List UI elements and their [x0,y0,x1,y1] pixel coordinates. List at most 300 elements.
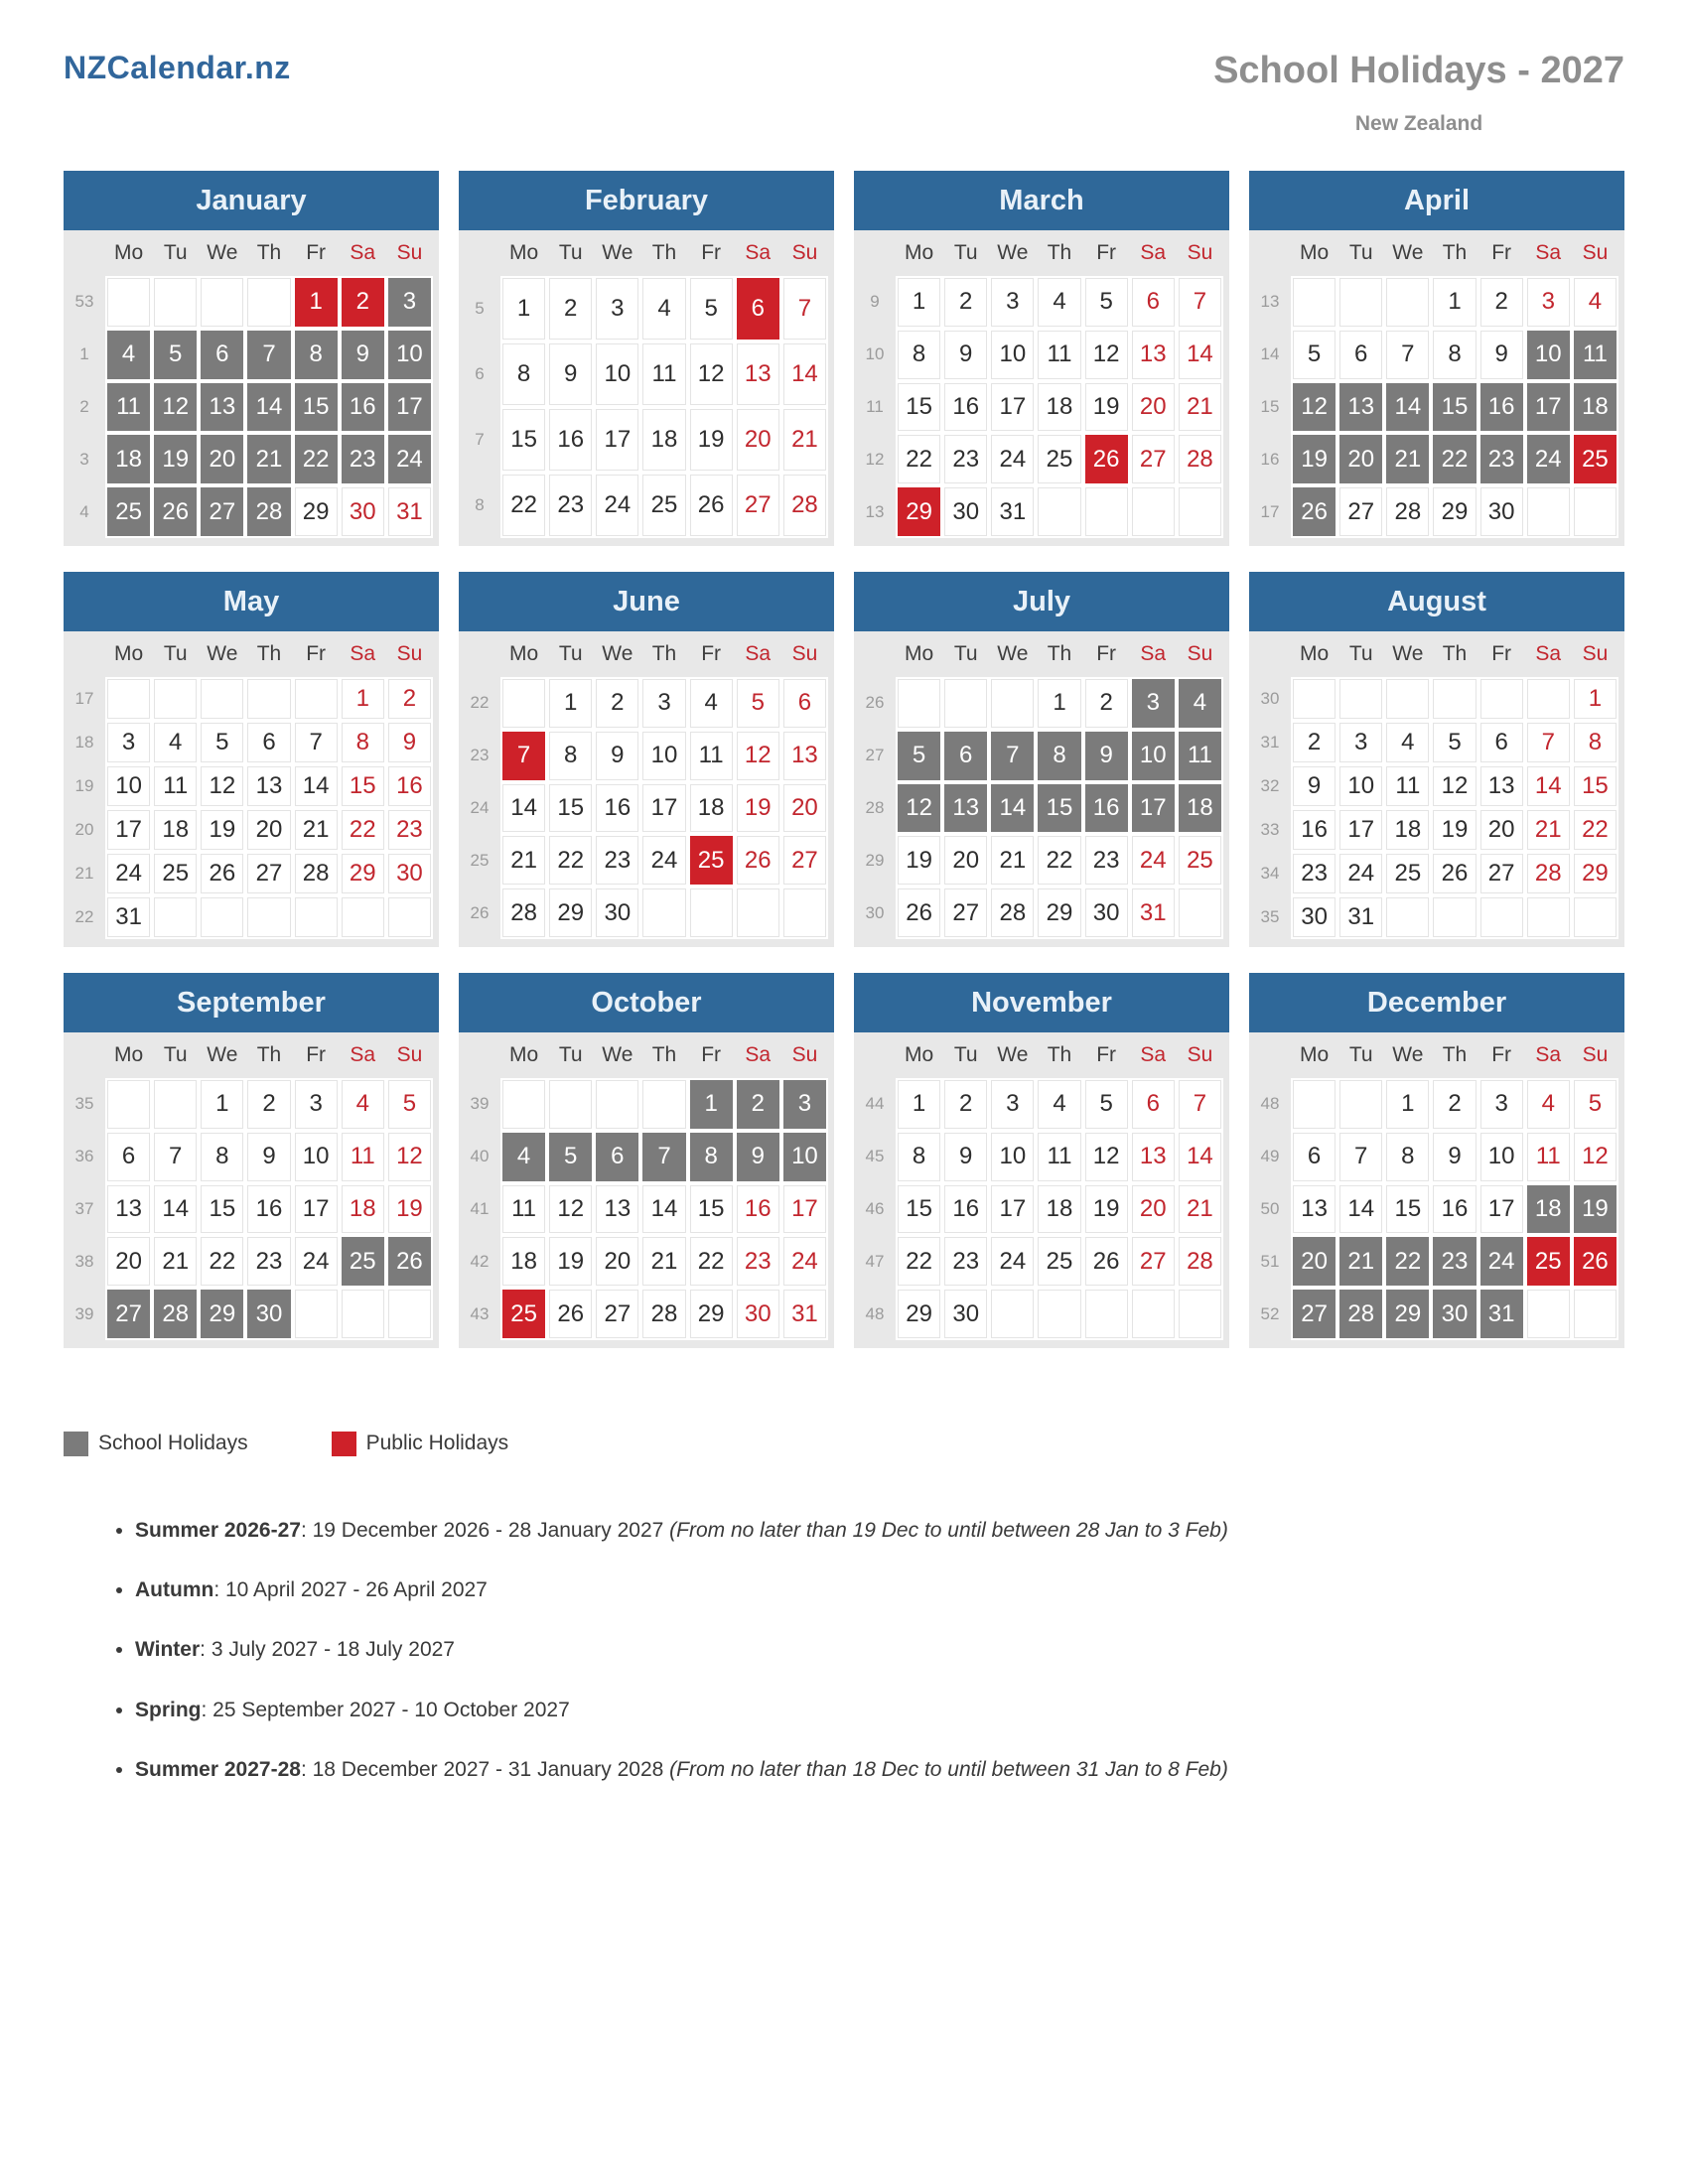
week-number: 28 [854,782,896,835]
day-name-fr: Fr [293,1032,340,1078]
empty-cell [105,677,152,721]
day-cell: 24 [640,834,687,887]
day-cell: 17 [293,1183,340,1236]
day-cell: 10 [105,764,152,808]
day-cell: 17 [1478,1183,1525,1236]
empty-cell [1036,485,1082,538]
week-number: 26 [459,887,500,939]
day-cell: 4 [1177,677,1223,730]
day-cell: 28 [1177,1235,1223,1288]
day-name-sa: Sa [340,230,386,276]
site-logo[interactable]: NZCalendar.nz [64,50,291,85]
week-number: 1 [64,329,105,381]
day-name-sa: Sa [1525,631,1572,677]
holiday-period-label: Autumn [135,1578,214,1602]
day-cell: 5 [1431,721,1477,764]
page-title: School Holidays - 2027 [1213,50,1624,91]
week-row [854,433,1223,485]
empty-cell [1572,1288,1618,1340]
day-cell: 7 [781,276,828,341]
day-cell: 23 [340,433,386,485]
day-cell: 16 [1291,808,1337,852]
month-august [1249,572,1624,947]
day-cell: 30 [942,485,989,538]
day-cell: 25 [152,852,199,895]
empty-cell [547,1078,594,1131]
empty-cell [245,677,292,721]
week-row [64,1131,433,1183]
day-name-we: We [594,230,640,276]
day-cell: 20 [781,782,828,835]
week-row [64,852,433,895]
day-cell: 6 [735,276,781,341]
day-cell: 6 [1130,1078,1177,1131]
day-cell: 9 [1083,730,1130,782]
day-cell: 10 [293,1131,340,1183]
day-cell: 20 [1478,808,1525,852]
day-cell: 8 [293,329,340,381]
day-name-mo: Mo [896,1032,942,1078]
day-cell: 19 [688,407,735,473]
day-cell: 30 [594,887,640,939]
day-name-fr: Fr [1478,1032,1525,1078]
day-cell: 5 [688,276,735,341]
day-cell: 8 [500,341,547,407]
day-name-su: Su [386,631,433,677]
day-cell: 18 [1036,381,1082,434]
day-name-th: Th [640,230,687,276]
week-row [64,329,433,381]
empty-cell [152,677,199,721]
day-cell: 24 [1478,1235,1525,1288]
week-number: 41 [459,1183,500,1236]
week-row [854,730,1223,782]
day-cell: 11 [1177,730,1223,782]
day-cell: 3 [640,677,687,730]
day-name-sa: Sa [1525,230,1572,276]
day-cell: 8 [340,721,386,764]
empty-cell [105,1078,152,1131]
day-cell: 17 [989,381,1036,434]
week-number: 10 [854,329,896,381]
day-cell: 8 [199,1131,245,1183]
day-cell: 3 [594,276,640,341]
week-number: 12 [854,433,896,485]
day-cell: 17 [989,1183,1036,1236]
day-cell: 11 [640,341,687,407]
day-name-we: We [989,1032,1036,1078]
empty-cell [1337,1078,1384,1131]
day-cell: 10 [640,730,687,782]
day-cell: 21 [1337,1235,1384,1288]
day-name-tu: Tu [547,1032,594,1078]
empty-cell [1291,1078,1337,1131]
week-number: 39 [459,1078,500,1131]
day-cell: 21 [1177,381,1223,434]
day-cell: 17 [1337,808,1384,852]
week-number: 39 [64,1288,105,1340]
day-name-tu: Tu [152,1032,199,1078]
day-name-su: Su [386,230,433,276]
empty-cell [1291,677,1337,721]
day-cell: 26 [896,887,942,939]
holiday-period-note: (From no later than 19 Dec to until between 28 Jan to 3 Feb) [669,1518,1228,1542]
day-cell: 27 [1337,485,1384,538]
day-cell: 2 [245,1078,292,1131]
week-number: 35 [64,1078,105,1131]
week-number: 23 [459,730,500,782]
day-cell: 3 [1130,677,1177,730]
week-row [854,381,1223,434]
week-row [1249,808,1618,852]
day-cell: 4 [152,721,199,764]
empty-cell [1478,677,1525,721]
week-row [64,381,433,434]
day-cell: 24 [293,1235,340,1288]
day-name-we: We [1384,230,1431,276]
day-cell: 13 [735,341,781,407]
day-cell: 27 [1130,1235,1177,1288]
day-cell: 1 [1572,677,1618,721]
holiday-period-label: Spring [135,1698,202,1721]
legend [64,1432,1688,1456]
day-cell: 9 [547,341,594,407]
week-row [64,1183,433,1236]
day-cell: 21 [781,407,828,473]
day-name-sa: Sa [1130,230,1177,276]
empty-cell [640,887,687,939]
day-cell: 20 [1291,1235,1337,1288]
day-cell: 15 [199,1183,245,1236]
day-name-fr: Fr [293,631,340,677]
legend-swatch [64,1432,88,1456]
week-row [1249,1235,1618,1288]
empty-cell [1572,485,1618,538]
day-cell: 27 [594,1288,640,1340]
day-cell: 31 [105,895,152,939]
day-cell: 29 [1036,887,1082,939]
day-name-th: Th [640,631,687,677]
day-cell: 26 [386,1235,433,1288]
day-cell: 19 [1572,1183,1618,1236]
day-cell: 24 [1525,433,1572,485]
day-cell: 27 [1478,852,1525,895]
week-row [459,407,828,473]
day-cell: 12 [547,1183,594,1236]
day-cell: 30 [386,852,433,895]
day-cell: 15 [500,407,547,473]
day-cell: 13 [1291,1183,1337,1236]
day-cell: 21 [640,1235,687,1288]
week-number: 37 [64,1183,105,1236]
week-row [64,433,433,485]
day-name-th: Th [245,631,292,677]
day-cell: 7 [1337,1131,1384,1183]
month-title: October [459,973,834,1032]
week-row [459,782,828,835]
day-cell: 6 [1478,721,1525,764]
empty-cell [1525,485,1572,538]
month-title: August [1249,572,1624,631]
week-number: 8 [459,473,500,538]
week-row [854,677,1223,730]
day-cell: 18 [1036,1183,1082,1236]
week-row [459,276,828,341]
day-cell: 30 [1478,485,1525,538]
day-cell: 16 [547,407,594,473]
month-december [1249,973,1624,1348]
day-cell: 3 [105,721,152,764]
day-cell: 13 [1130,1131,1177,1183]
day-cell: 14 [1525,764,1572,808]
day-cell: 8 [1572,721,1618,764]
day-cell: 22 [1431,433,1477,485]
day-cell: 21 [1384,433,1431,485]
day-cell: 31 [989,485,1036,538]
day-cell: 25 [1572,433,1618,485]
week-column-header [854,230,896,276]
day-cell: 24 [781,1235,828,1288]
day-name-fr: Fr [1083,1032,1130,1078]
day-cell: 2 [1478,276,1525,329]
day-cell: 1 [340,677,386,721]
day-cell: 8 [1384,1131,1431,1183]
day-name-tu: Tu [152,631,199,677]
week-number: 52 [1249,1288,1291,1340]
day-cell: 25 [500,1288,547,1340]
day-name-sa: Sa [340,631,386,677]
day-name-tu: Tu [942,631,989,677]
day-cell: 6 [199,329,245,381]
day-cell: 28 [293,852,340,895]
day-cell: 10 [989,329,1036,381]
week-number: 30 [854,887,896,939]
week-row [1249,485,1618,538]
day-cell: 19 [1083,381,1130,434]
day-cell: 27 [199,485,245,538]
day-cell: 17 [105,808,152,852]
day-cell: 18 [1572,381,1618,434]
week-row [64,276,433,329]
day-cell: 3 [386,276,433,329]
day-cell: 18 [1525,1183,1572,1236]
week-number: 2 [64,381,105,434]
empty-cell [1337,276,1384,329]
empty-cell [1384,276,1431,329]
day-name-tu: Tu [547,230,594,276]
day-name-mo: Mo [105,631,152,677]
day-cell: 7 [989,730,1036,782]
day-name-tu: Tu [547,631,594,677]
day-cell: 19 [547,1235,594,1288]
day-cell: 15 [688,1183,735,1236]
week-row [64,895,433,939]
day-cell: 15 [1036,782,1082,835]
month-september [64,973,439,1348]
week-number: 20 [64,808,105,852]
day-cell: 25 [640,473,687,538]
day-cell: 27 [245,852,292,895]
day-cell: 30 [1431,1288,1477,1340]
day-cell: 24 [989,433,1036,485]
day-cell: 21 [989,834,1036,887]
day-name-tu: Tu [1337,230,1384,276]
empty-cell [1177,1288,1223,1340]
day-cell: 14 [989,782,1036,835]
day-cell: 22 [340,808,386,852]
day-cell: 22 [1036,834,1082,887]
day-cell: 29 [688,1288,735,1340]
day-cell: 27 [781,834,828,887]
day-cell: 13 [245,764,292,808]
day-cell: 29 [1384,1288,1431,1340]
day-name-su: Su [781,230,828,276]
day-name-we: We [594,1032,640,1078]
day-cell: 9 [1291,764,1337,808]
day-cell: 18 [688,782,735,835]
month-title: April [1249,171,1624,230]
week-number: 32 [1249,764,1291,808]
day-cell: 9 [1431,1131,1477,1183]
holiday-period: • Summer 2027-28: 18 December 2027 - 31 January 2028 (From no later than 18 Dec to until between 31 Jan to 8 Feb) [135,1757,1688,1783]
week-column-header [459,631,500,677]
day-cell: 3 [1525,276,1572,329]
month-may [64,572,439,947]
day-cell: 15 [1431,381,1477,434]
day-cell: 30 [245,1288,292,1340]
day-cell: 21 [152,1235,199,1288]
day-cell: 1 [1431,276,1477,329]
day-cell: 15 [896,1183,942,1236]
week-column-header [64,1032,105,1078]
day-cell: 27 [942,887,989,939]
empty-cell [199,677,245,721]
day-cell: 2 [942,1078,989,1131]
day-cell: 6 [105,1131,152,1183]
day-cell: 11 [688,730,735,782]
day-cell: 31 [1130,887,1177,939]
day-cell: 16 [735,1183,781,1236]
day-name-th: Th [1036,230,1082,276]
month-title: June [459,572,834,631]
week-row [1249,677,1618,721]
day-name-fr: Fr [688,1032,735,1078]
day-cell: 12 [1083,329,1130,381]
day-cell: 4 [1036,276,1082,329]
week-row [854,1288,1223,1340]
empty-cell [293,895,340,939]
day-cell: 23 [1291,852,1337,895]
empty-cell [1083,1288,1130,1340]
day-cell: 28 [1337,1288,1384,1340]
empty-cell [1083,485,1130,538]
day-cell: 23 [1478,433,1525,485]
day-cell: 10 [1478,1131,1525,1183]
day-cell: 22 [896,1235,942,1288]
day-cell: 19 [1291,433,1337,485]
day-name-mo: Mo [105,1032,152,1078]
day-name-tu: Tu [942,1032,989,1078]
day-name-mo: Mo [500,230,547,276]
day-cell: 14 [640,1183,687,1236]
day-cell: 24 [594,473,640,538]
empty-cell [245,276,292,329]
day-cell: 26 [547,1288,594,1340]
empty-cell [1384,895,1431,939]
day-name-we: We [1384,631,1431,677]
day-cell: 11 [152,764,199,808]
day-name-su: Su [781,1032,828,1078]
day-cell: 24 [1337,852,1384,895]
day-cell: 14 [1384,381,1431,434]
day-cell: 31 [1337,895,1384,939]
day-name-fr: Fr [1083,631,1130,677]
day-cell: 1 [293,276,340,329]
empty-cell [152,895,199,939]
week-row [854,276,1223,329]
week-number: 49 [1249,1131,1291,1183]
day-cell: 9 [386,721,433,764]
day-cell: 3 [293,1078,340,1131]
week-number: 5 [459,276,500,341]
day-cell: 22 [547,834,594,887]
day-cell: 10 [781,1131,828,1183]
day-cell: 18 [640,407,687,473]
day-cell: 25 [1525,1235,1572,1288]
day-cell: 19 [735,782,781,835]
day-cell: 28 [245,485,292,538]
day-name-sa: Sa [1525,1032,1572,1078]
day-cell: 23 [594,834,640,887]
day-cell: 23 [1083,834,1130,887]
day-cell: 10 [386,329,433,381]
day-cell: 21 [1525,808,1572,852]
day-cell: 11 [1036,1131,1082,1183]
day-cell: 4 [340,1078,386,1131]
week-number: 31 [1249,721,1291,764]
day-cell: 7 [152,1131,199,1183]
day-cell: 12 [1431,764,1477,808]
day-name-fr: Fr [1478,230,1525,276]
day-cell: 18 [1177,782,1223,835]
day-cell: 29 [547,887,594,939]
day-cell: 5 [1291,329,1337,381]
day-cell: 4 [1036,1078,1082,1131]
empty-cell [1525,895,1572,939]
day-cell: 6 [942,730,989,782]
month-april [1249,171,1624,546]
day-cell: 19 [1431,808,1477,852]
day-cell: 10 [594,341,640,407]
day-cell: 4 [688,677,735,730]
week-number: 7 [459,407,500,473]
day-cell: 19 [386,1183,433,1236]
day-cell: 14 [293,764,340,808]
empty-cell [594,1078,640,1131]
day-cell: 5 [1572,1078,1618,1131]
day-cell: 19 [152,433,199,485]
day-name-sa: Sa [340,1032,386,1078]
week-row [64,1235,433,1288]
day-name-th: Th [245,230,292,276]
week-row [1249,852,1618,895]
day-cell: 1 [1036,677,1082,730]
day-cell: 22 [1384,1235,1431,1288]
day-cell: 15 [1384,1183,1431,1236]
week-number: 29 [854,834,896,887]
day-cell: 12 [735,730,781,782]
empty-cell [199,895,245,939]
